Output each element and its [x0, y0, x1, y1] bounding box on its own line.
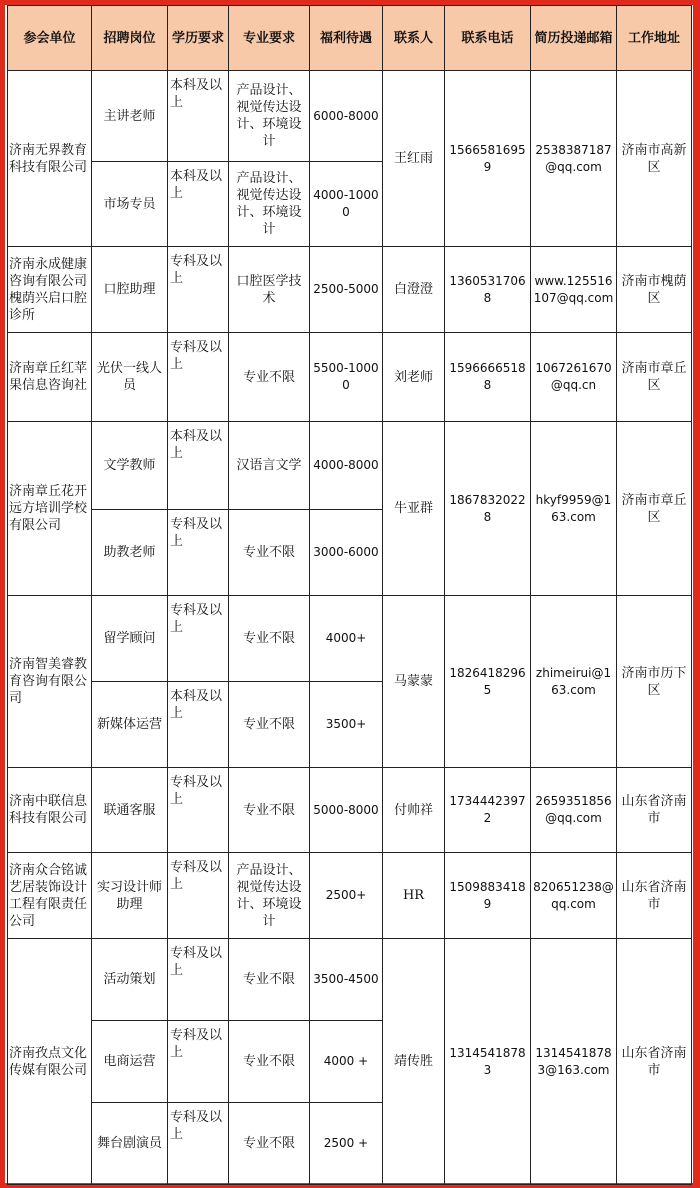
job-title: 主讲老师: [92, 71, 168, 162]
work-address: 山东省济南市: [617, 939, 692, 1185]
job-title: 实习设计师助理: [92, 853, 168, 939]
table-body: [8, 71, 692, 1185]
job-title: 舞台剧演员: [92, 1103, 168, 1185]
salary: 3000-6000: [310, 510, 383, 596]
header-row: [8, 6, 692, 71]
education-requirement: 本科及以上: [168, 422, 229, 510]
th-address: 工作地址: [617, 6, 692, 71]
resume-email: 1067261670@qq.cn: [531, 333, 617, 422]
page-frame: [5, 5, 693, 1183]
th-contact: 联系人: [383, 6, 445, 71]
th-major: 专业要求: [229, 6, 310, 71]
work-address: 山东省济南市: [617, 768, 692, 853]
contact-phone: 15966665188: [445, 333, 531, 422]
company-name: 济南章丘花开远方培训学校有限公司: [8, 422, 92, 596]
table-row: [8, 71, 692, 162]
company-name: 济南永成健康咨询有限公司槐荫兴启口腔诊所: [8, 247, 92, 333]
company-name: 济南众合铭诚艺居装饰设计工程有限责任公司: [8, 853, 92, 939]
th-education: 学历要求: [168, 6, 229, 71]
education-requirement: 专科及以上: [168, 510, 229, 596]
contact-phone: 13145418783: [445, 939, 531, 1185]
major-requirement: 专业不限: [229, 768, 310, 853]
salary: 4000-8000: [310, 422, 383, 510]
contact-phone: 17344423972: [445, 768, 531, 853]
resume-email: hkyf9959@163.com: [531, 422, 617, 596]
resume-email: 2659351856@qq.com: [531, 768, 617, 853]
th-position: 招聘岗位: [92, 6, 168, 71]
salary: 2500 +: [310, 1103, 383, 1185]
job-title: 文学教师: [92, 422, 168, 510]
major-requirement: 专业不限: [229, 333, 310, 422]
education-requirement: 专科及以上: [168, 1103, 229, 1185]
major-requirement: 专业不限: [229, 1021, 310, 1103]
major-requirement: 专业不限: [229, 596, 310, 682]
salary: 5000-8000: [310, 768, 383, 853]
job-title: 口腔助理: [92, 247, 168, 333]
contact-person: 白澄澄: [383, 247, 445, 333]
contact-person: 牛亚群: [383, 422, 445, 596]
major-requirement: 专业不限: [229, 1103, 310, 1185]
job-title: 助教老师: [92, 510, 168, 596]
education-requirement: 专科及以上: [168, 939, 229, 1021]
resume-email: 2538387187@qq.com: [531, 71, 617, 247]
salary: 2500-5000: [310, 247, 383, 333]
job-title: 光伏一线人员: [92, 333, 168, 422]
work-address: 济南市槐荫区: [617, 247, 692, 333]
table-row: [8, 768, 692, 853]
major-requirement: 专业不限: [229, 682, 310, 768]
contact-phone: 13605317068: [445, 247, 531, 333]
job-title: 联通客服: [92, 768, 168, 853]
education-requirement: 专科及以上: [168, 596, 229, 682]
job-title: 活动策划: [92, 939, 168, 1021]
company-name: 济南无界教育科技有限公司: [8, 71, 92, 247]
education-requirement: 专科及以上: [168, 853, 229, 939]
salary: 4000-10000: [310, 162, 383, 247]
th-salary: 福利待遇: [310, 6, 383, 71]
contact-person: 靖传胜: [383, 939, 445, 1185]
table-row: [8, 247, 692, 333]
th-email: 简历投递邮箱: [531, 6, 617, 71]
contact-person: 刘老师: [383, 333, 445, 422]
salary: 4000 +: [310, 1021, 383, 1103]
contact-person: 王红雨: [383, 71, 445, 247]
work-address: 山东省济南市: [617, 853, 692, 939]
salary: 5500-10000: [310, 333, 383, 422]
contact-person: 马蒙蒙: [383, 596, 445, 768]
salary: 2500+: [310, 853, 383, 939]
education-requirement: 本科及以上: [168, 71, 229, 162]
education-requirement: 本科及以上: [168, 162, 229, 247]
salary: 3500+: [310, 682, 383, 768]
major-requirement: 产品设计、视觉传达设计、环境设计: [229, 71, 310, 162]
contact-phone: 18678320228: [445, 422, 531, 596]
major-requirement: 专业不限: [229, 510, 310, 596]
th-company: 参会单位: [8, 6, 92, 71]
contact-person: 付帅祥: [383, 768, 445, 853]
salary: 4000+: [310, 596, 383, 682]
contact-phone: 15665816959: [445, 71, 531, 247]
contact-phone: 15098834189: [445, 853, 531, 939]
resume-email: zhimeirui@163.com: [531, 596, 617, 768]
company-name: 济南智美睿教育咨询有限公司: [8, 596, 92, 768]
table-row: [8, 939, 692, 1021]
major-requirement: 汉语言文学: [229, 422, 310, 510]
job-title: 新媒体运营: [92, 682, 168, 768]
job-title: 市场专员: [92, 162, 168, 247]
work-address: 济南市章丘区: [617, 422, 692, 596]
job-title: 电商运营: [92, 1021, 168, 1103]
company-name: 济南章丘红苹果信息咨询社: [8, 333, 92, 422]
work-address: 济南市历下区: [617, 596, 692, 768]
table-row: [8, 853, 692, 939]
work-address: 济南市章丘区: [617, 333, 692, 422]
education-requirement: 专科及以上: [168, 247, 229, 333]
education-requirement: 本科及以上: [168, 682, 229, 768]
education-requirement: 专科及以上: [168, 333, 229, 422]
education-requirement: 专科及以上: [168, 768, 229, 853]
salary: 3500-4500: [310, 939, 383, 1021]
contact-person: HR: [383, 853, 445, 939]
major-requirement: 专业不限: [229, 939, 310, 1021]
resume-email: 820651238@qq.com: [531, 853, 617, 939]
major-requirement: 口腔医学技术: [229, 247, 310, 333]
job-fair-table: [7, 5, 692, 1185]
education-requirement: 专科及以上: [168, 1021, 229, 1103]
table-row: [8, 422, 692, 510]
th-phone: 联系电话: [445, 6, 531, 71]
company-name: 济南孜点文化传媒有限公司: [8, 939, 92, 1185]
table-row: [8, 333, 692, 422]
table-row: [8, 596, 692, 682]
major-requirement: 产品设计、视觉传达设计、环境设计: [229, 162, 310, 247]
job-title: 留学顾问: [92, 596, 168, 682]
resume-email: 13145418783@163.com: [531, 939, 617, 1185]
work-address: 济南市高新区: [617, 71, 692, 247]
resume-email: www.125516107@qq.com: [531, 247, 617, 333]
major-requirement: 产品设计、视觉传达设计、环境设计: [229, 853, 310, 939]
contact-phone: 18264182965: [445, 596, 531, 768]
company-name: 济南中联信息科技有限公司: [8, 768, 92, 853]
salary: 6000-8000: [310, 71, 383, 162]
